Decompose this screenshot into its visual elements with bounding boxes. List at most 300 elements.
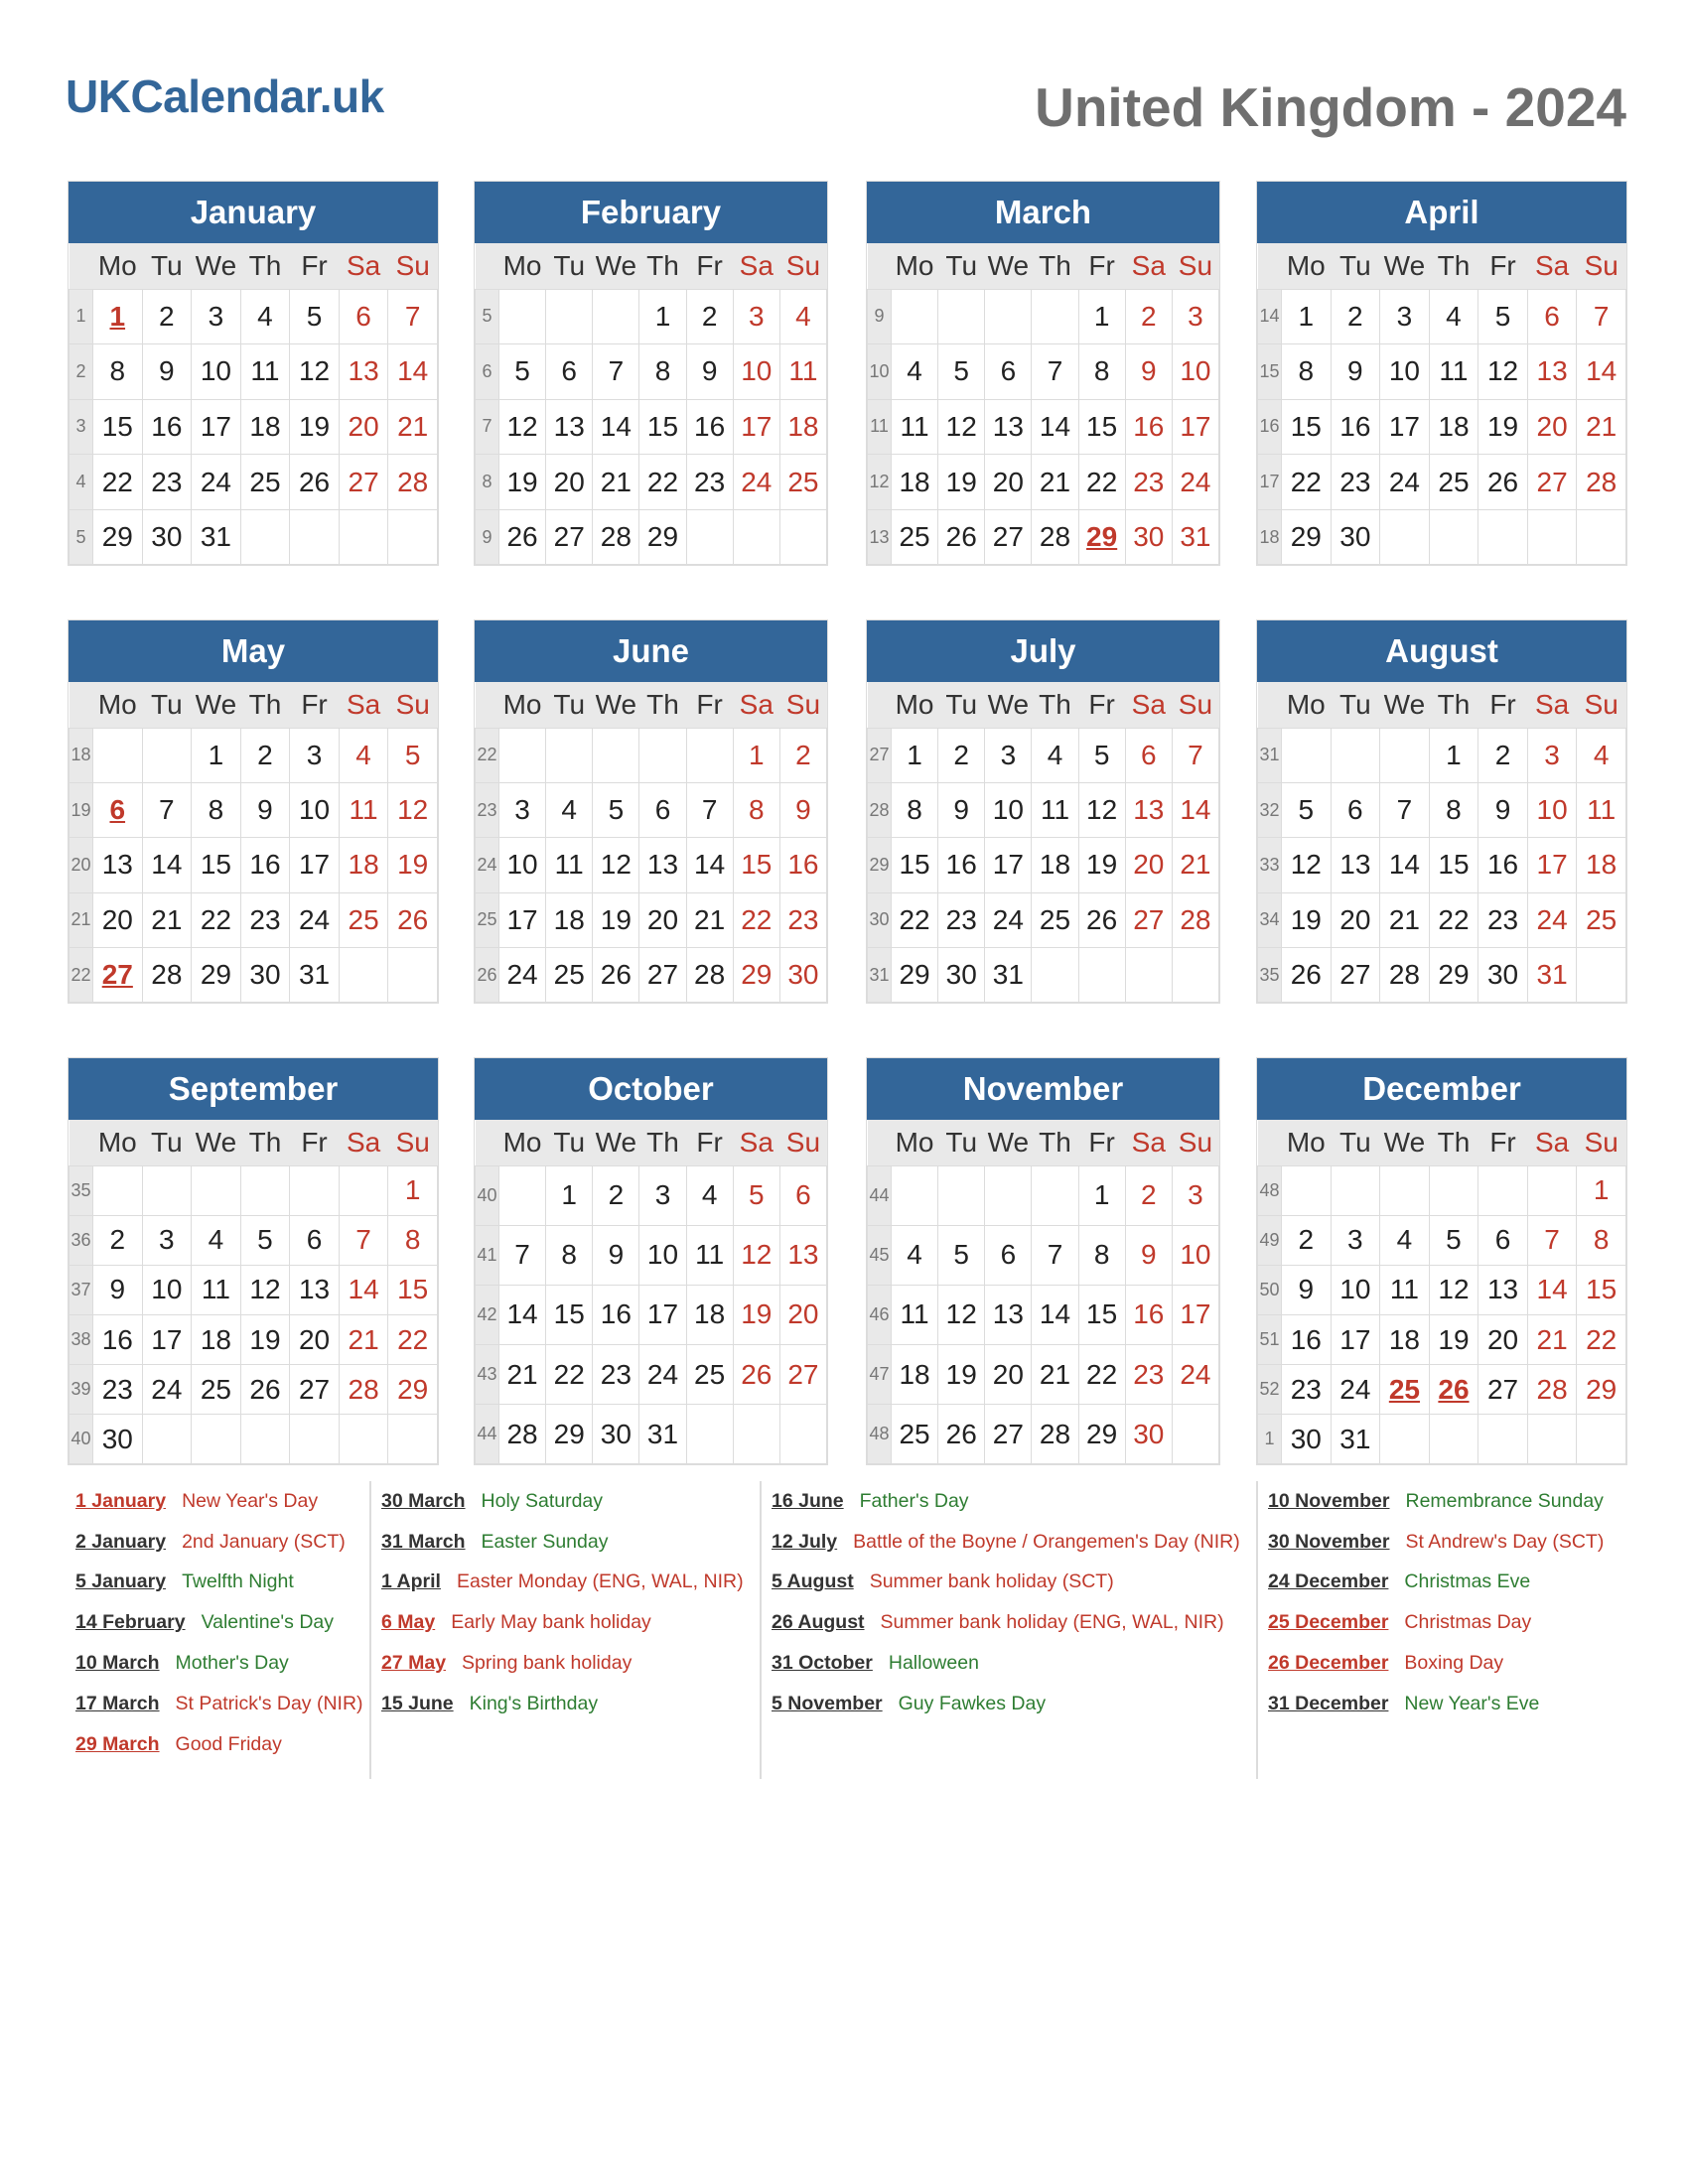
day-cell[interactable]: 24	[1380, 455, 1430, 510]
day-cell[interactable]: 28	[1172, 892, 1218, 947]
day-cell[interactable]: 6	[985, 1225, 1032, 1285]
day-cell[interactable]: 17	[1331, 1314, 1380, 1364]
day-cell[interactable]: 2	[779, 728, 826, 782]
day-cell[interactable]: 11	[779, 344, 826, 400]
day-cell[interactable]: 15	[1078, 399, 1125, 455]
day-cell[interactable]: 3	[639, 1165, 686, 1225]
day-cell[interactable]: 23	[686, 455, 733, 510]
day-cell[interactable]: 16	[1478, 838, 1528, 892]
day-cell[interactable]: 26	[733, 1345, 779, 1405]
day-cell[interactable]: 21	[1527, 1314, 1577, 1364]
day-cell[interactable]: 1	[733, 728, 779, 782]
holiday-date-link[interactable]: 10 November	[1268, 1489, 1390, 1512]
day-cell[interactable]: 28	[388, 455, 438, 510]
day-cell[interactable]: 29	[192, 948, 241, 1003]
day-cell[interactable]: 26	[1282, 948, 1332, 1003]
day-cell[interactable]: 16	[240, 838, 290, 892]
day-cell[interactable]: 18	[546, 892, 593, 947]
day-cell[interactable]: 25	[546, 948, 593, 1003]
day-cell[interactable]: 13	[1478, 1265, 1528, 1314]
day-cell[interactable]: 2	[142, 289, 192, 344]
day-cell[interactable]: 12	[388, 782, 438, 837]
day-cell[interactable]: 7	[1380, 782, 1430, 837]
day-cell[interactable]: 15	[733, 838, 779, 892]
day-cell[interactable]: 21	[339, 1314, 388, 1364]
day-cell[interactable]: 5	[388, 728, 438, 782]
day-cell[interactable]: 10	[142, 1265, 192, 1314]
holiday-date-link[interactable]: 31 March	[381, 1530, 466, 1553]
day-cell[interactable]: 14	[1032, 1285, 1078, 1344]
day-cell[interactable]: 9	[93, 1265, 143, 1314]
day-cell[interactable]: 10	[733, 344, 779, 400]
holiday-date-link[interactable]: 31 October	[772, 1652, 873, 1675]
day-cell[interactable]: 7	[1527, 1215, 1577, 1265]
day-cell[interactable]: 27	[985, 509, 1032, 565]
day-cell[interactable]: 19	[733, 1285, 779, 1344]
day-cell[interactable]: 25	[1429, 455, 1478, 510]
day-cell[interactable]: 4	[779, 289, 826, 344]
day-cell[interactable]: 30	[938, 948, 985, 1003]
day-cell[interactable]: 13	[1125, 782, 1172, 837]
day-cell[interactable]: 2	[1282, 1215, 1332, 1265]
day-cell[interactable]: 10	[1172, 1225, 1218, 1285]
day-cell[interactable]: 21	[1172, 838, 1218, 892]
day-cell[interactable]: 2	[686, 289, 733, 344]
day-cell[interactable]: 28	[339, 1365, 388, 1415]
day-cell[interactable]: 16	[779, 838, 826, 892]
day-cell[interactable]: 27	[290, 1365, 340, 1415]
day-cell[interactable]: 18	[339, 838, 388, 892]
holiday-date-link[interactable]: 30 November	[1268, 1530, 1390, 1553]
day-cell[interactable]: 8	[192, 782, 241, 837]
day-cell[interactable]: 18	[1380, 1314, 1430, 1364]
day-cell[interactable]: 7	[142, 782, 192, 837]
day-cell[interactable]: 10	[1172, 344, 1218, 400]
day-cell[interactable]: 2	[938, 728, 985, 782]
day-cell[interactable]: 21	[142, 892, 192, 947]
day-cell[interactable]: 27	[93, 948, 143, 1003]
day-cell[interactable]: 9	[142, 344, 192, 400]
day-cell[interactable]: 24	[1527, 892, 1577, 947]
day-cell[interactable]: 12	[938, 1285, 985, 1344]
day-cell[interactable]: 2	[1125, 1165, 1172, 1225]
holiday-date-link[interactable]: 24 December	[1268, 1570, 1389, 1593]
day-cell[interactable]: 1	[192, 728, 241, 782]
day-cell[interactable]: 15	[892, 838, 938, 892]
day-cell[interactable]: 19	[388, 838, 438, 892]
day-cell[interactable]: 27	[1527, 455, 1577, 510]
day-cell[interactable]: 5	[938, 1225, 985, 1285]
holiday-date-link[interactable]: 26 August	[772, 1611, 865, 1634]
day-cell[interactable]: 1	[388, 1165, 438, 1215]
day-cell[interactable]: 13	[93, 838, 143, 892]
day-cell[interactable]: 24	[142, 1365, 192, 1415]
day-cell[interactable]: 16	[1125, 1285, 1172, 1344]
day-cell[interactable]: 30	[1282, 1415, 1332, 1464]
day-cell[interactable]: 23	[1125, 1345, 1172, 1405]
day-cell[interactable]: 9	[1125, 344, 1172, 400]
day-cell[interactable]: 18	[240, 399, 290, 455]
day-cell[interactable]: 9	[686, 344, 733, 400]
day-cell[interactable]: 6	[93, 782, 143, 837]
day-cell[interactable]: 8	[892, 782, 938, 837]
day-cell[interactable]: 8	[93, 344, 143, 400]
day-cell[interactable]: 15	[639, 399, 686, 455]
day-cell[interactable]: 14	[1380, 838, 1430, 892]
day-cell[interactable]: 25	[192, 1365, 241, 1415]
day-cell[interactable]: 17	[733, 399, 779, 455]
day-cell[interactable]: 26	[388, 892, 438, 947]
day-cell[interactable]: 31	[985, 948, 1032, 1003]
day-cell[interactable]: 5	[1282, 782, 1332, 837]
day-cell[interactable]: 27	[1125, 892, 1172, 947]
day-cell[interactable]: 7	[388, 289, 438, 344]
day-cell[interactable]: 19	[593, 892, 639, 947]
day-cell[interactable]: 2	[1125, 289, 1172, 344]
day-cell[interactable]: 25	[892, 1405, 938, 1464]
day-cell[interactable]: 4	[1429, 289, 1478, 344]
day-cell[interactable]: 29	[1078, 1405, 1125, 1464]
day-cell[interactable]: 19	[1478, 399, 1528, 455]
holiday-date-link[interactable]: 5 August	[772, 1570, 854, 1593]
day-cell[interactable]: 24	[290, 892, 340, 947]
day-cell[interactable]: 30	[1331, 509, 1380, 565]
day-cell[interactable]: 15	[388, 1265, 438, 1314]
day-cell[interactable]: 23	[142, 455, 192, 510]
day-cell[interactable]: 11	[339, 782, 388, 837]
day-cell[interactable]: 3	[142, 1215, 192, 1265]
day-cell[interactable]: 21	[1380, 892, 1430, 947]
day-cell[interactable]: 20	[639, 892, 686, 947]
day-cell[interactable]: 29	[546, 1405, 593, 1464]
day-cell[interactable]: 21	[593, 455, 639, 510]
day-cell[interactable]: 15	[1078, 1285, 1125, 1344]
day-cell[interactable]: 29	[388, 1365, 438, 1415]
day-cell[interactable]: 17	[142, 1314, 192, 1364]
day-cell[interactable]: 8	[639, 344, 686, 400]
day-cell[interactable]: 23	[593, 1345, 639, 1405]
day-cell[interactable]: 6	[1527, 289, 1577, 344]
day-cell[interactable]: 18	[1577, 838, 1626, 892]
day-cell[interactable]: 16	[686, 399, 733, 455]
holiday-date-link[interactable]: 10 March	[75, 1652, 160, 1675]
day-cell[interactable]: 11	[892, 1285, 938, 1344]
day-cell[interactable]: 21	[1032, 1345, 1078, 1405]
day-cell[interactable]: 3	[1172, 289, 1218, 344]
day-cell[interactable]: 10	[290, 782, 340, 837]
day-cell[interactable]: 1	[639, 289, 686, 344]
day-cell[interactable]: 5	[1429, 1215, 1478, 1265]
day-cell[interactable]: 13	[546, 399, 593, 455]
day-cell[interactable]: 23	[93, 1365, 143, 1415]
day-cell[interactable]: 13	[339, 344, 388, 400]
holiday-date-link[interactable]: 12 July	[772, 1530, 838, 1553]
day-cell[interactable]: 20	[1527, 399, 1577, 455]
day-cell[interactable]: 3	[192, 289, 241, 344]
day-cell[interactable]: 5	[938, 344, 985, 400]
day-cell[interactable]: 22	[192, 892, 241, 947]
day-cell[interactable]: 19	[1429, 1314, 1478, 1364]
day-cell[interactable]: 17	[192, 399, 241, 455]
day-cell[interactable]: 1	[1577, 1165, 1626, 1215]
day-cell[interactable]: 3	[1172, 1165, 1218, 1225]
day-cell[interactable]: 22	[733, 892, 779, 947]
day-cell[interactable]: 28	[1032, 1405, 1078, 1464]
day-cell[interactable]: 13	[779, 1225, 826, 1285]
day-cell[interactable]: 11	[686, 1225, 733, 1285]
holiday-date-link[interactable]: 16 June	[772, 1489, 844, 1512]
day-cell[interactable]: 3	[1380, 289, 1430, 344]
day-cell[interactable]: 29	[1282, 509, 1332, 565]
day-cell[interactable]: 16	[1282, 1314, 1332, 1364]
day-cell[interactable]: 12	[240, 1265, 290, 1314]
day-cell[interactable]: 2	[1478, 728, 1528, 782]
day-cell[interactable]: 31	[192, 509, 241, 565]
day-cell[interactable]: 3	[1527, 728, 1577, 782]
day-cell[interactable]: 4	[892, 344, 938, 400]
day-cell[interactable]: 2	[1331, 289, 1380, 344]
day-cell[interactable]: 10	[1331, 1265, 1380, 1314]
day-cell[interactable]: 11	[546, 838, 593, 892]
day-cell[interactable]: 14	[686, 838, 733, 892]
day-cell[interactable]: 31	[639, 1405, 686, 1464]
day-cell[interactable]: 25	[1032, 892, 1078, 947]
day-cell[interactable]: 1	[1429, 728, 1478, 782]
day-cell[interactable]: 30	[1125, 1405, 1172, 1464]
day-cell[interactable]: 15	[192, 838, 241, 892]
day-cell[interactable]: 14	[593, 399, 639, 455]
day-cell[interactable]: 26	[499, 509, 546, 565]
day-cell[interactable]: 17	[1527, 838, 1577, 892]
day-cell[interactable]: 5	[290, 289, 340, 344]
day-cell[interactable]: 22	[1282, 455, 1332, 510]
day-cell[interactable]: 24	[1172, 1345, 1218, 1405]
day-cell[interactable]: 26	[1429, 1365, 1478, 1415]
day-cell[interactable]: 29	[733, 948, 779, 1003]
day-cell[interactable]: 29	[892, 948, 938, 1003]
day-cell[interactable]: 7	[339, 1215, 388, 1265]
day-cell[interactable]: 29	[1429, 948, 1478, 1003]
day-cell[interactable]: 16	[1331, 399, 1380, 455]
day-cell[interactable]: 11	[1429, 344, 1478, 400]
day-cell[interactable]: 26	[593, 948, 639, 1003]
day-cell[interactable]: 29	[1577, 1365, 1626, 1415]
holiday-date-link[interactable]: 17 March	[75, 1692, 160, 1714]
day-cell[interactable]: 14	[388, 344, 438, 400]
day-cell[interactable]: 20	[985, 455, 1032, 510]
day-cell[interactable]: 23	[240, 892, 290, 947]
day-cell[interactable]: 20	[93, 892, 143, 947]
day-cell[interactable]: 19	[1282, 892, 1332, 947]
day-cell[interactable]: 8	[1282, 344, 1332, 400]
day-cell[interactable]: 6	[639, 782, 686, 837]
holiday-date-link[interactable]: 31 December	[1268, 1692, 1389, 1714]
day-cell[interactable]: 4	[686, 1165, 733, 1225]
day-cell[interactable]: 9	[1125, 1225, 1172, 1285]
day-cell[interactable]: 28	[142, 948, 192, 1003]
day-cell[interactable]: 9	[1478, 782, 1528, 837]
day-cell[interactable]: 17	[499, 892, 546, 947]
day-cell[interactable]: 5	[1478, 289, 1528, 344]
day-cell[interactable]: 9	[938, 782, 985, 837]
day-cell[interactable]: 18	[686, 1285, 733, 1344]
day-cell[interactable]: 3	[499, 782, 546, 837]
day-cell[interactable]: 7	[499, 1225, 546, 1285]
day-cell[interactable]: 19	[499, 455, 546, 510]
day-cell[interactable]: 27	[1331, 948, 1380, 1003]
day-cell[interactable]: 27	[546, 509, 593, 565]
day-cell[interactable]: 21	[1032, 455, 1078, 510]
day-cell[interactable]: 19	[938, 1345, 985, 1405]
day-cell[interactable]: 15	[546, 1285, 593, 1344]
day-cell[interactable]: 17	[639, 1285, 686, 1344]
day-cell[interactable]: 22	[546, 1345, 593, 1405]
day-cell[interactable]: 25	[240, 455, 290, 510]
holiday-date-link[interactable]: 15 June	[381, 1692, 454, 1714]
day-cell[interactable]: 26	[938, 509, 985, 565]
day-cell[interactable]: 19	[290, 399, 340, 455]
day-cell[interactable]: 20	[985, 1345, 1032, 1405]
day-cell[interactable]: 14	[1577, 344, 1626, 400]
day-cell[interactable]: 10	[499, 838, 546, 892]
day-cell[interactable]: 8	[546, 1225, 593, 1285]
day-cell[interactable]: 30	[240, 948, 290, 1003]
day-cell[interactable]: 8	[1078, 344, 1125, 400]
day-cell[interactable]: 3	[985, 728, 1032, 782]
day-cell[interactable]: 24	[1172, 455, 1218, 510]
day-cell[interactable]: 3	[1331, 1215, 1380, 1265]
day-cell[interactable]: 2	[240, 728, 290, 782]
day-cell[interactable]: 4	[192, 1215, 241, 1265]
day-cell[interactable]: 23	[1478, 892, 1528, 947]
day-cell[interactable]: 30	[1478, 948, 1528, 1003]
day-cell[interactable]: 6	[985, 344, 1032, 400]
day-cell[interactable]: 24	[639, 1345, 686, 1405]
day-cell[interactable]: 13	[1331, 838, 1380, 892]
day-cell[interactable]: 8	[733, 782, 779, 837]
day-cell[interactable]: 5	[593, 782, 639, 837]
day-cell[interactable]: 27	[339, 455, 388, 510]
day-cell[interactable]: 27	[985, 1405, 1032, 1464]
day-cell[interactable]: 16	[93, 1314, 143, 1364]
day-cell[interactable]: 20	[1331, 892, 1380, 947]
day-cell[interactable]: 17	[985, 838, 1032, 892]
day-cell[interactable]: 1	[1282, 289, 1332, 344]
day-cell[interactable]: 20	[779, 1285, 826, 1344]
day-cell[interactable]: 10	[985, 782, 1032, 837]
day-cell[interactable]: 14	[1172, 782, 1218, 837]
day-cell[interactable]: 27	[1478, 1365, 1528, 1415]
day-cell[interactable]: 6	[290, 1215, 340, 1265]
day-cell[interactable]: 8	[388, 1215, 438, 1265]
day-cell[interactable]: 22	[1078, 455, 1125, 510]
day-cell[interactable]: 20	[339, 399, 388, 455]
day-cell[interactable]: 21	[686, 892, 733, 947]
day-cell[interactable]: 11	[892, 399, 938, 455]
day-cell[interactable]: 12	[593, 838, 639, 892]
day-cell[interactable]: 12	[733, 1225, 779, 1285]
day-cell[interactable]: 8	[1577, 1215, 1626, 1265]
day-cell[interactable]: 26	[1478, 455, 1528, 510]
day-cell[interactable]: 23	[1331, 455, 1380, 510]
holiday-date-link[interactable]: 5 January	[75, 1570, 167, 1593]
day-cell[interactable]: 1	[892, 728, 938, 782]
day-cell[interactable]: 18	[892, 455, 938, 510]
day-cell[interactable]: 27	[779, 1345, 826, 1405]
day-cell[interactable]: 5	[733, 1165, 779, 1225]
day-cell[interactable]: 28	[686, 948, 733, 1003]
day-cell[interactable]: 31	[1331, 1415, 1380, 1464]
day-cell[interactable]: 15	[93, 399, 143, 455]
day-cell[interactable]: 22	[93, 455, 143, 510]
day-cell[interactable]: 25	[339, 892, 388, 947]
day-cell[interactable]: 13	[290, 1265, 340, 1314]
day-cell[interactable]: 20	[1125, 838, 1172, 892]
day-cell[interactable]: 15	[1577, 1265, 1626, 1314]
day-cell[interactable]: 30	[142, 509, 192, 565]
day-cell[interactable]: 12	[938, 399, 985, 455]
day-cell[interactable]: 15	[1282, 399, 1332, 455]
day-cell[interactable]: 19	[938, 455, 985, 510]
day-cell[interactable]: 31	[290, 948, 340, 1003]
day-cell[interactable]: 21	[1577, 399, 1626, 455]
day-cell[interactable]: 5	[499, 344, 546, 400]
day-cell[interactable]: 18	[1032, 838, 1078, 892]
day-cell[interactable]: 18	[779, 399, 826, 455]
day-cell[interactable]: 22	[1577, 1314, 1626, 1364]
day-cell[interactable]: 25	[892, 509, 938, 565]
day-cell[interactable]: 23	[1125, 455, 1172, 510]
day-cell[interactable]: 1	[1078, 1165, 1125, 1225]
day-cell[interactable]: 24	[985, 892, 1032, 947]
day-cell[interactable]: 23	[1282, 1365, 1332, 1415]
day-cell[interactable]: 4	[1380, 1215, 1430, 1265]
day-cell[interactable]: 9	[1331, 344, 1380, 400]
day-cell[interactable]: 6	[1478, 1215, 1528, 1265]
day-cell[interactable]: 14	[1527, 1265, 1577, 1314]
day-cell[interactable]: 4	[546, 782, 593, 837]
holiday-date-link[interactable]: 27 May	[381, 1652, 447, 1675]
day-cell[interactable]: 11	[192, 1265, 241, 1314]
day-cell[interactable]: 30	[93, 1415, 143, 1464]
day-cell[interactable]: 31	[1527, 948, 1577, 1003]
day-cell[interactable]: 10	[639, 1225, 686, 1285]
day-cell[interactable]: 24	[1331, 1365, 1380, 1415]
day-cell[interactable]: 26	[938, 1405, 985, 1464]
day-cell[interactable]: 12	[1078, 782, 1125, 837]
day-cell[interactable]: 7	[593, 344, 639, 400]
day-cell[interactable]: 14	[142, 838, 192, 892]
day-cell[interactable]: 30	[779, 948, 826, 1003]
day-cell[interactable]: 24	[192, 455, 241, 510]
day-cell[interactable]: 7	[1032, 1225, 1078, 1285]
day-cell[interactable]: 28	[1577, 455, 1626, 510]
day-cell[interactable]: 7	[1172, 728, 1218, 782]
day-cell[interactable]: 22	[1078, 1345, 1125, 1405]
day-cell[interactable]: 15	[1429, 838, 1478, 892]
day-cell[interactable]: 1	[1078, 289, 1125, 344]
site-logo[interactable]: UKCalendar.uk	[66, 70, 384, 122]
day-cell[interactable]: 4	[1032, 728, 1078, 782]
holiday-date-link[interactable]: 26 December	[1268, 1652, 1389, 1675]
day-cell[interactable]: 9	[593, 1225, 639, 1285]
day-cell[interactable]: 9	[240, 782, 290, 837]
holiday-date-link[interactable]: 6 May	[381, 1611, 436, 1634]
day-cell[interactable]: 28	[593, 509, 639, 565]
day-cell[interactable]: 13	[985, 399, 1032, 455]
day-cell[interactable]: 14	[1032, 399, 1078, 455]
day-cell[interactable]: 21	[388, 399, 438, 455]
